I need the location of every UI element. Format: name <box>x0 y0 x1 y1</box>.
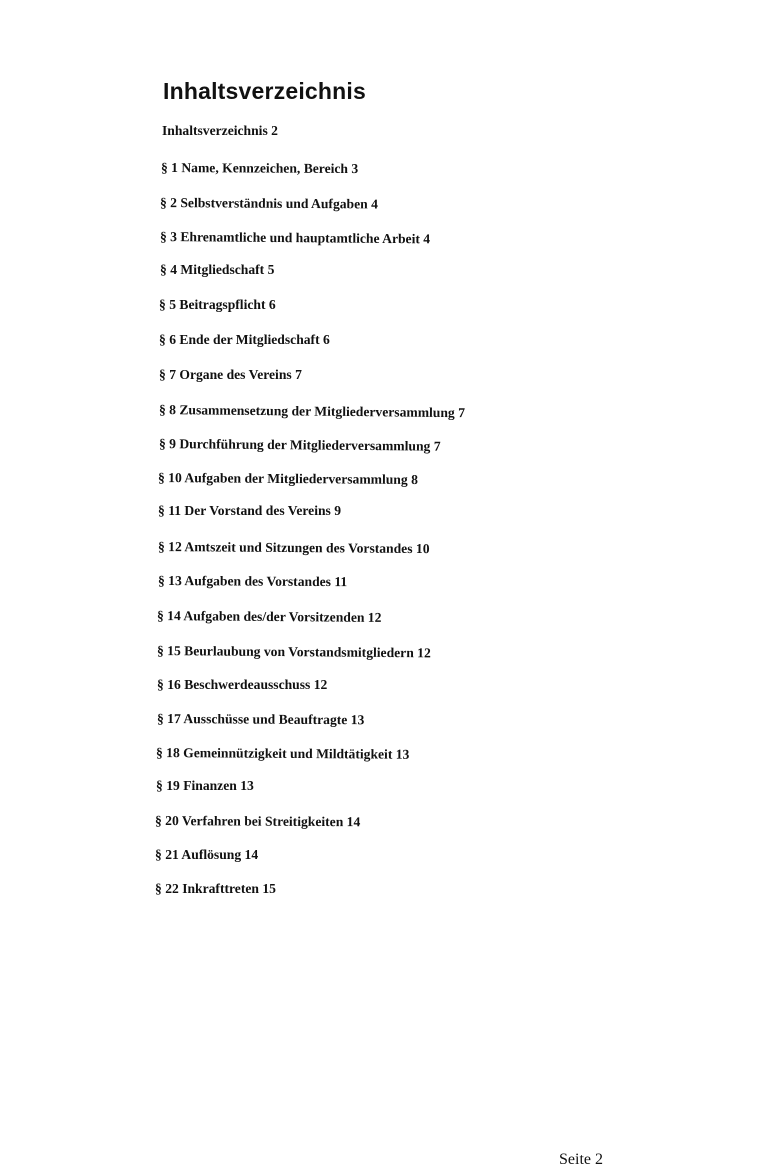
toc-entry: § 13 Aufgaben des Vorstandes 11 <box>157 573 348 590</box>
toc-entry: § 4 Mitgliedschaft 5 <box>160 262 275 277</box>
toc-entry: § 16 Beschwerdeausschuss 12 <box>157 677 328 692</box>
toc-entry: § 17 Ausschüsse und Beauftragte 13 <box>156 711 365 728</box>
toc-heading: Inhaltsverzeichnis <box>163 78 367 104</box>
toc-entry: § 12 Amtszeit und Sitzungen des Vorstandes 10 <box>157 539 430 557</box>
toc-entry: § 1 Name, Kennzeichen, Bereich 3 <box>160 160 359 177</box>
toc-entry: § 9 Durchführung der Mitgliederversammlung 7 <box>158 436 441 454</box>
toc-entry: § 10 Aufgaben der Mitgliederversammlung 8 <box>157 470 418 488</box>
toc-entry: § 14 Aufgaben des/der Vorsitzenden 12 <box>156 608 382 625</box>
toc-entry: § 6 Ende der Mitgliedschaft 6 <box>159 332 330 347</box>
toc-entry: § 2 Selbstverständnis und Aufgaben 4 <box>159 195 379 212</box>
toc-entry: § 22 Inkrafttreten 15 <box>155 881 276 896</box>
toc-entry: § 18 Gemeinnützigkeit und Mildtätigkeit 13 <box>155 745 410 762</box>
toc-entry: Inhaltsverzeichnis 2 <box>162 123 278 138</box>
toc-entry: § 5 Beitragspflicht 6 <box>159 297 276 312</box>
toc-entry: § 19 Finanzen 13 <box>156 778 254 793</box>
toc-entry: § 8 Zusammensetzung der Mitgliederversammlung 7 <box>158 402 466 421</box>
toc-entry: § 21 Auflösung 14 <box>155 847 259 862</box>
toc-entry: § 20 Verfahren bei Streitigkeiten 14 <box>154 813 361 830</box>
toc-entry: § 3 Ehrenamtliche und hauptamtliche Arbeit 4 <box>159 229 431 247</box>
page-number: Seite 2 <box>559 1151 603 1168</box>
toc-entry: § 7 Organe des Vereins 7 <box>159 367 302 382</box>
toc-entry: § 15 Beurlaubung von Vorstandsmitgliedern 12 <box>156 643 431 661</box>
toc-entry: § 11 Der Vorstand des Vereins 9 <box>158 503 342 518</box>
